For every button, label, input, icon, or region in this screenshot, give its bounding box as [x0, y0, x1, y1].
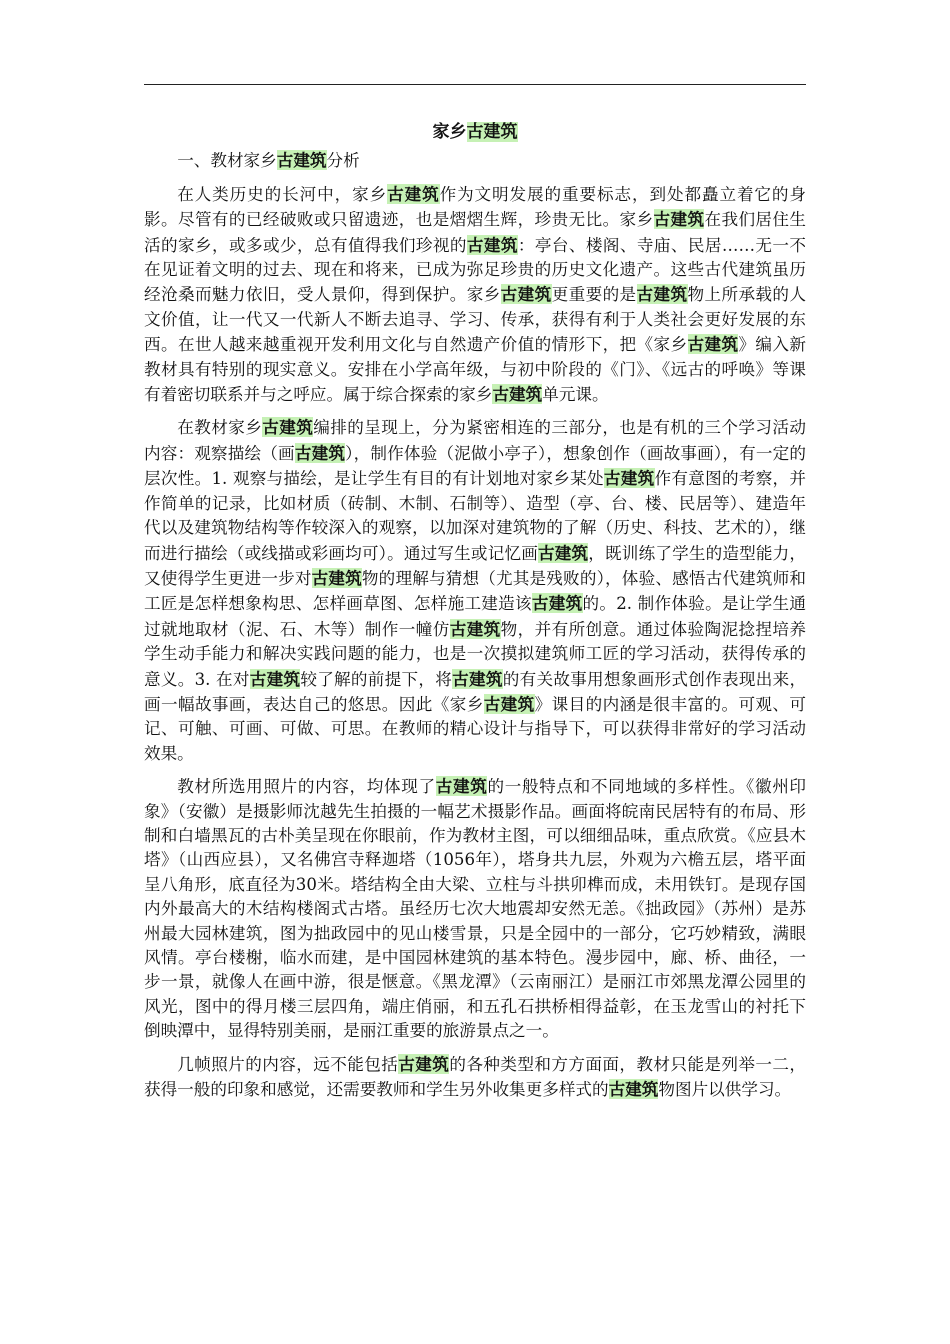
text-run: 分析 [326, 151, 360, 171]
text-run: 》课目的内涵是很丰富的。可观、可记、可触、可画、可做、可思。在教师的精心设计与指导下，可以获得非常好的学习活动效果。 [144, 694, 806, 763]
paragraph-3 [144, 774, 806, 1043]
text-run: ），制作体验（泥做小亭子），想象创作（画故事画），有一定的层次性。1. 观察与描绘，是让学生有目的有计划地对家乡某处 [144, 443, 807, 489]
text-run: 》编入新教材具有特别的现实意义。安排在小学高年级，与初中阶段的《门》、《远古的呼唤》等课有着密切联系并与之呼应。属于综合探索的家乡 [144, 335, 806, 405]
highlighted-term: 古建筑 [294, 442, 346, 463]
highlighted-term: 古建筑 [608, 1079, 659, 1100]
highlighted-term: 古建筑 [262, 417, 314, 438]
text-run: 编排的呈现上，分为紧密相连的三部分，也是有机的三个学习活动内容：观察描绘（画 [144, 418, 807, 463]
highlighted-term: 古建筑 [398, 1053, 450, 1074]
highlighted-term: 古建筑 [603, 468, 655, 489]
text-run: ：亭台、楼阁、寺庙、民居……无一不在见证着文明的过去、现在和将来，已成为弥足珍贵的历史文化遗产。这些古代建筑虽历经沧桑而魅力依旧，受人景仰，得到保护。家乡 [144, 235, 807, 305]
text-run: 在教材家乡 [177, 418, 263, 438]
highlighted-term: 古建筑 [449, 618, 501, 639]
text-run: 物，并有所创意。通过体验陶泥捻捏培养学生动手能力和解决实践问题的能力，也是一次摸拟建筑师工匠的学习活动，获得传承的意义。3. 在对 [144, 619, 806, 689]
text-run: 的各种类型和方方面面，教材只能是列举一二，获得一般的印象和感觉，还需要教师和学生另外收集更多样式的 [144, 1054, 807, 1100]
text-run: 单元课。 [542, 385, 609, 405]
highlighted-term: 古建筑 [492, 384, 543, 405]
section-heading [144, 148, 806, 173]
highlighted-term: 古建筑 [483, 693, 535, 714]
text-run: 一、教材家乡 [177, 151, 277, 171]
text-run: 的有关故事用想象画形式创作表现出来，画一幅故事画，表达自己的悠思。因此《家乡 [144, 669, 807, 714]
text-run: 作为文明发展的重要标志，到处都矗立着它的身影。尽管有的已经破败或只留遗迹，也是熠熠生辉，珍贵无比。家乡 [144, 184, 807, 230]
paragraph-4 [144, 1052, 806, 1103]
text-run: 物图片以供学习。 [658, 1080, 792, 1100]
text-run: 较了解的前提下，将 [300, 669, 453, 689]
text-run: 家乡 [432, 122, 467, 142]
highlighted-term: 古建筑 [387, 183, 440, 204]
highlighted-term: 古建筑 [466, 234, 518, 255]
highlighted-term: 古建筑 [452, 668, 503, 689]
highlighted-term: 古建筑 [276, 150, 327, 171]
highlighted-term: 古建筑 [653, 209, 705, 230]
highlighted-term: 古建筑 [249, 668, 301, 689]
highlighted-term: 古建筑 [435, 776, 488, 797]
text-run: 更重要的是 [551, 285, 637, 305]
document-body [144, 120, 806, 1110]
paragraph-1 [144, 182, 806, 408]
header-rule [144, 84, 806, 85]
highlighted-term: 古建筑 [500, 284, 552, 305]
highlighted-term: 古建筑 [687, 334, 739, 355]
highlighted-term: 古建筑 [537, 542, 589, 563]
highlighted-term: 古建筑 [531, 593, 583, 614]
document-title [144, 120, 806, 144]
text-run: 的。2. 制作体验。是让学生通过就地取材（泥、石、木等）制作一幢仿 [144, 594, 807, 639]
text-run: 物的理解与猜想（尤其是残败的），体验、感悟古代建筑师和工匠是怎样想象构思、怎样画草图、怎样施工建造该 [144, 568, 807, 614]
text-run: 在我们居住生活的家乡，或多或少，总有值得我们珍视的 [144, 210, 806, 255]
highlighted-term: 古建筑 [636, 284, 688, 305]
text-run: 在人类历史的长河中，家乡 [177, 184, 388, 204]
highlighted-term: 古建筑 [466, 122, 518, 142]
text-run: 的一般特点和不同地域的多样性。《徽州印象》（安徽）是摄影师沈越先生拍摄的一幅艺术摄影作品。画面将皖南民居特有的布局、形制和白墙黑瓦的古朴美呈现在你眼前，作为教材主图，可以细细品味，重点欣赏。《应县木塔》（山西应县），又名佛宫寺释迦塔（1056年），塔身共九层，外观为六檐五层，塔平面呈八角形，底直径为30米。塔结构全由大梁、立柱与斗拱卯榫而成，未用铁钉。是现存国内外最高大的木结构楼阁式古塔。虽经历七次大地震却安然无恙。《拙政园》（苏州）是苏州最大园林建筑，图为拙政园中的见山楼雪景，只是全园中的一部分，它巧妙精致，满眼风情。亭台楼榭，临水而建，是中国园林建筑的基本特色。漫步园中，廊、桥、曲径，一步一景，就像人在画中游，很是惬意。《黑龙潭》（云南丽江）是丽江市郊黑龙潭公园里的风光，图中的得月楼三层四角，端庄俏丽，和五孔石拱桥相得益彰，在玉龙雪山的衬托下倒映潭中，显得特别美丽，是丽江重要的旅游景点之一。 [144, 777, 807, 1041]
highlighted-term: 古建筑 [311, 567, 362, 588]
text-run: 作有意图的考察，并作简单的记录，比如材质（砖制、木制、石制等）、造型（亭、台、楼、民居等）、建造年代以及建筑物结构等作较深入的观察，以加深对建筑物的了解（历史、科技、艺术的），继而进行描绘（或线描或彩画均可）。通过写生或记忆画 [144, 469, 807, 563]
paragraph-2 [144, 415, 806, 766]
text-run: 物上所承载的人文价值，让一代又一代新人不断去追寻、学习、传承，获得有利于人类社会更好发展的东西。在世人越来越重视开发利用文化与自然遗产价值的情形下，把《家乡 [144, 285, 806, 355]
text-run: ，既训练了学生的造型能力，又使得学生更进一步对 [144, 543, 807, 588]
text-run: 几帧照片的内容，远不能包括 [177, 1054, 399, 1074]
text-run: 教材所选用照片的内容，均体现了 [177, 777, 436, 797]
